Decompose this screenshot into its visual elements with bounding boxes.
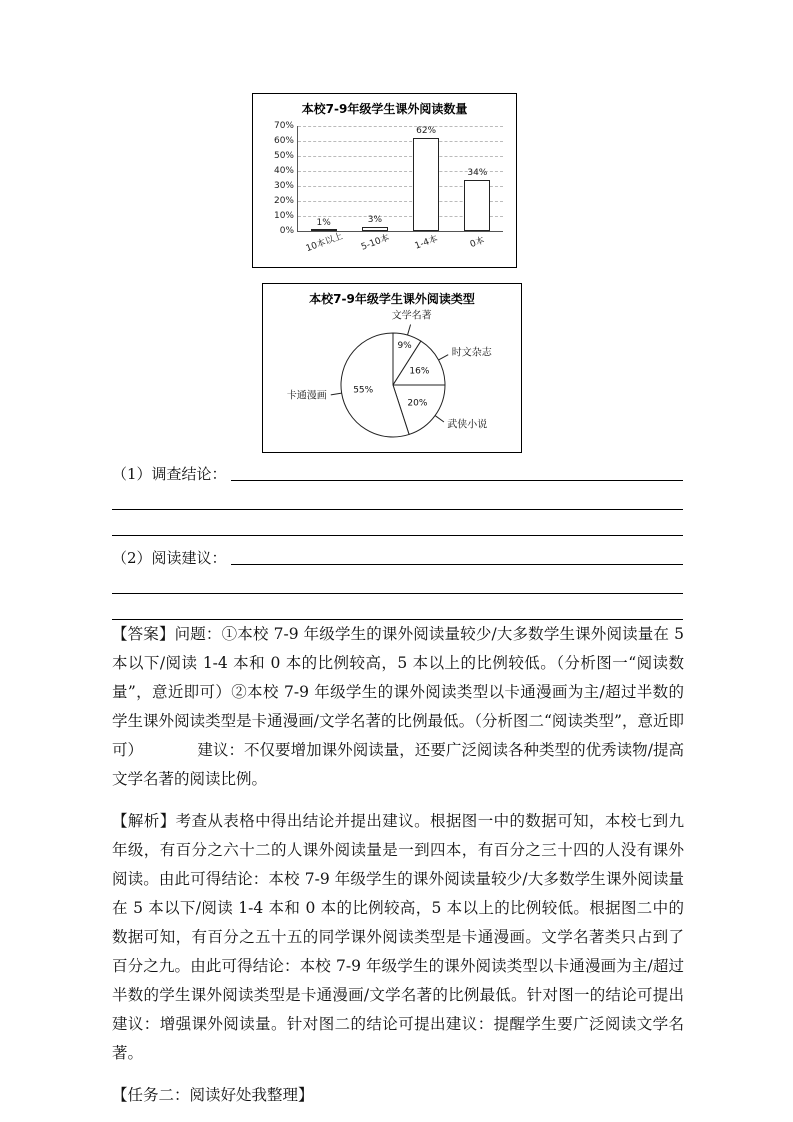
answer-blank-line: [112, 484, 683, 510]
y-axis-tick-label: 30%: [273, 181, 294, 191]
y-axis-tick-label: 10%: [273, 211, 294, 221]
y-axis-tick-label: 70%: [273, 121, 294, 131]
bar-value-label: 1%: [316, 217, 331, 228]
gridline: [298, 141, 503, 142]
bar-chart-figure: [252, 93, 517, 268]
pie-category-label: 文学名著: [391, 310, 432, 322]
question-section: [112, 460, 683, 620]
pie-percent-label: 9%: [397, 341, 412, 352]
gridline: [298, 126, 503, 127]
pie-leader-line: [435, 416, 444, 422]
x-axis-category-label: 0本: [469, 235, 487, 251]
question-1-row: [112, 460, 683, 484]
question-1-label: （1）调查结论：: [112, 465, 227, 483]
y-axis-tick-label: 50%: [273, 151, 294, 161]
question-1-blank-line: [231, 480, 683, 481]
bar-5-10本: [362, 227, 388, 232]
task-heading: 【任务二：阅读好处我整理】: [112, 1086, 314, 1104]
bar-10本以上: [311, 229, 337, 231]
answer-analysis-block: [112, 620, 684, 1110]
answer-blank-line: [112, 510, 683, 536]
question-2-blank-line: [231, 564, 683, 565]
pie-percent-label: 16%: [409, 366, 430, 377]
answer-blank-line: [112, 568, 683, 594]
pie-leader-line: [408, 325, 411, 336]
x-axis-category-label: 5-10本: [359, 233, 391, 253]
question-2-label: （2）阅读建议：: [112, 549, 227, 567]
bar-plot: [273, 121, 503, 255]
analysis-paragraph: 【解析】考查从表格中得出结论并提出建议。根据图一中的数据可知，本校七到九年级，有百分之六十二的人课外阅读量是一到四本，有百分之三十四的人没有课外阅读。由此可得结论：本校 7-9 年级学生的课外阅读量较少/大多数学生课外阅读量在 5 本以下/阅读 1-4 本和 0 本的比例较高，5 本以上的比例较低。根据图二中的数据可知，有百分之五十五的同学课外阅读类型是卡通漫画。文学名著类只占到了百分之九。由此可得结论：本校 7-9 年级学生的课外阅读类型以卡通漫画为主/超过半数的学生课外阅读类型是卡通漫画/文学名著的比例最低。针对图一的结论可提出建议：增强课外阅读量。针对图二的结论可提出建议：提醒学生要广泛阅读文学名著。: [112, 812, 684, 1062]
pie-percent-label: 20%: [407, 398, 428, 409]
bar-0本: [464, 180, 490, 231]
pie-percent-label: 55%: [353, 385, 374, 396]
bar-1-4本: [413, 138, 439, 231]
pie-leader-line: [439, 355, 449, 360]
y-axis-tick-label: 60%: [273, 136, 294, 146]
y-axis-tick-label: 20%: [273, 196, 294, 206]
question-2-row: [112, 544, 683, 568]
y-axis-tick-label: 0%: [279, 226, 294, 236]
y-axis-tick-label: 40%: [273, 166, 294, 176]
pie-category-label: 武侠小说: [447, 419, 488, 431]
bar-value-label: 3%: [367, 214, 383, 225]
bar-value-label: 34%: [467, 168, 488, 178]
pie-category-label: 时文杂志: [451, 347, 492, 359]
pie-chart-title: 本校7-9年级学生课外阅读类型: [309, 292, 475, 306]
x-axis-category-label: 10本以上: [304, 231, 344, 255]
x-axis-category-label: 1-4本: [413, 234, 440, 252]
answer-blank-line: [112, 594, 683, 620]
bar-value-label: 62%: [416, 126, 437, 136]
pie-chart-svg: [263, 307, 523, 453]
answer-paragraph: 【答案】问题：①本校 7-9 年级学生的课外阅读量较少/大多数学生课外阅读量在 5 本以下/阅读 1-4 本和 0 本的比例较高，5 本以上的比例较低。（分析图一“阅读数量”，意近即可）②本校 7-9 年级学生的课外阅读类型以卡通漫画为主/超过半数的学生课外阅读类型是卡通漫画/文学名著的比例最低。（分析图二“阅读类型”，意近即可） 建议：不仅要增加课外阅读量，还要广泛阅读各种类型的优秀读物/提高文学名著的阅读比例。: [112, 625, 684, 788]
pie-category-label: 卡通漫画: [286, 390, 327, 402]
bar-chart-title: 本校7-9年级学生课外阅读数量: [301, 102, 468, 116]
pie-chart-figure: [262, 283, 522, 453]
pie-leader-line: [331, 393, 342, 395]
gridline: [298, 156, 503, 157]
